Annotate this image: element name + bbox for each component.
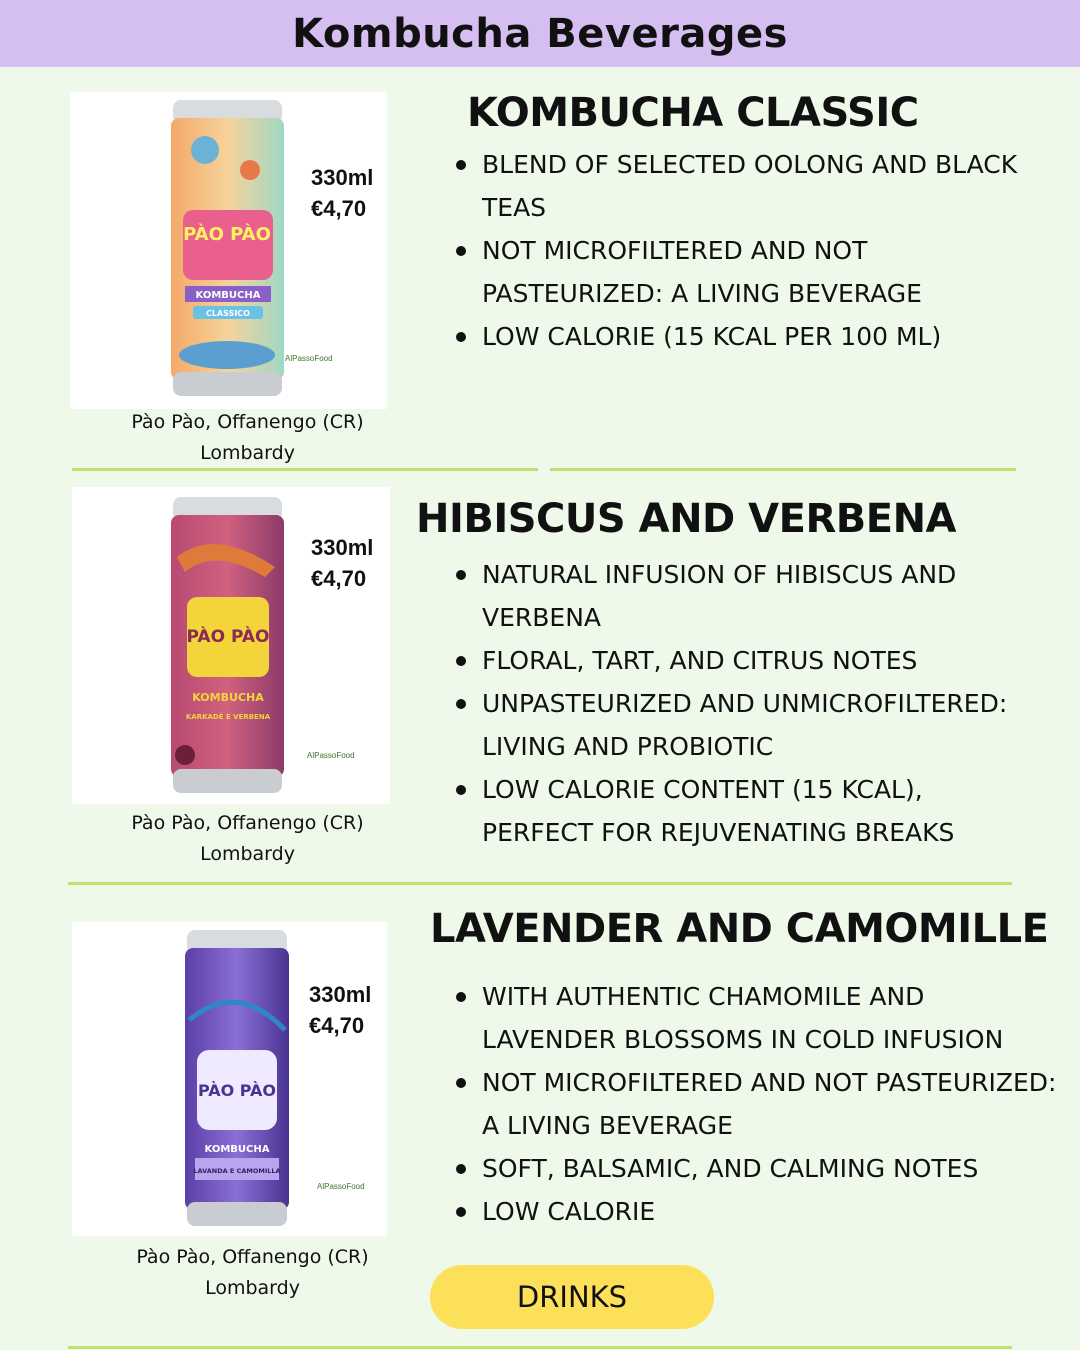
feature-item: NATURAL INFUSION OF HIBISCUS AND VERBENA: [452, 553, 1012, 639]
divider: [68, 882, 1012, 885]
feature-item: LOW CALORIE (15 KCAL PER 100 ML): [452, 315, 1052, 358]
can-image-lavender: [179, 930, 295, 1230]
can-flavor-text: LAVANDA E CAMOMILLA: [193, 1167, 281, 1175]
feature-item: NOT MICROFILTERED AND NOT PASTEURIZED: A LIVING BEVERAGE: [452, 1061, 1062, 1147]
product-photo-lavender: [72, 922, 387, 1236]
price-label: €4,70: [309, 1013, 365, 1038]
origin-line2: Lombardy: [200, 442, 295, 464]
origin-line2: Lombardy: [205, 1277, 300, 1299]
feature-item: FLORAL, TART, AND CITRUS NOTES: [452, 639, 1012, 682]
features-list-lavender: [452, 975, 1062, 1233]
can-type-text: KOMBUCHA: [195, 290, 261, 301]
divider: [68, 1346, 1012, 1349]
can-image-hibiscus: [165, 497, 290, 797]
page-title: Kombucha Beverages: [292, 10, 788, 57]
can-brand-text: PÀO PÀO: [197, 1081, 277, 1100]
features-list-classic: [452, 143, 1052, 358]
can-type-text: KOMBUCHA: [192, 691, 264, 704]
product-title-lavender: LAVENDER AND CAMOMILLE: [430, 906, 1049, 952]
product-title-hibiscus: HIBISCUS AND VERBENA: [416, 496, 956, 542]
origin-lavender: [105, 1242, 400, 1304]
can-image-classic: [165, 100, 290, 400]
divider: [550, 468, 1016, 471]
can-flavor-text: CLASSICO: [206, 309, 250, 318]
volume-label: 330ml: [309, 982, 372, 1007]
alpassofood-logo: AlPassoFood: [285, 354, 333, 363]
product-photo-hibiscus: [72, 487, 390, 804]
alpassofood-logo: AlPassoFood: [307, 751, 355, 760]
can-brand-text: PÀO PÀO: [183, 224, 271, 245]
origin-line1: Pào Pào, Offanengo (CR): [131, 411, 364, 433]
price-label: €4,70: [311, 196, 367, 221]
can-flavor-text: KARKADÈ E VERBENA: [185, 713, 271, 721]
volume-label: 330ml: [311, 535, 374, 560]
price-block-hibiscus: [311, 532, 373, 594]
can-brand-text: PÀO PÀO: [186, 627, 270, 647]
origin-line1: Pào Pào, Offanengo (CR): [131, 812, 364, 834]
feature-item: SOFT, BALSAMIC, AND CALMING NOTES: [452, 1147, 1062, 1190]
divider: [72, 468, 538, 471]
price-label: €4,70: [311, 566, 367, 591]
feature-item: LOW CALORIE: [452, 1190, 1062, 1233]
page-header: [0, 0, 1080, 67]
price-block-classic: [311, 162, 373, 224]
can-type-text: KOMBUCHA: [204, 1144, 270, 1155]
volume-label: 330ml: [311, 165, 374, 190]
price-block-lavender: [309, 979, 371, 1041]
feature-item: LOW CALORIE CONTENT (15 KCAL), PERFECT FOR REJUVENATING BREAKS: [452, 768, 1012, 854]
feature-item: NOT MICROFILTERED AND NOT PASTEURIZED: A LIVING BEVERAGE: [452, 229, 1052, 315]
product-photo-classic: [70, 92, 387, 409]
product-title-classic: KOMBUCHA CLASSIC: [467, 90, 919, 136]
origin-hibiscus: [100, 808, 395, 870]
drinks-button[interactable]: DRINKS: [430, 1265, 714, 1329]
origin-classic: [100, 407, 395, 469]
feature-item: BLEND OF SELECTED OOLONG AND BLACK TEAS: [452, 143, 1052, 229]
feature-item: UNPASTEURIZED AND UNMICROFILTERED: LIVING AND PROBIOTIC: [452, 682, 1012, 768]
alpassofood-logo: AlPassoFood: [317, 1182, 365, 1191]
feature-item: WITH AUTHENTIC CHAMOMILE AND LAVENDER BLOSSOMS IN COLD INFUSION: [452, 975, 1062, 1061]
features-list-hibiscus: [452, 553, 1012, 854]
origin-line1: Pào Pào, Offanengo (CR): [136, 1246, 369, 1268]
origin-line2: Lombardy: [200, 843, 295, 865]
